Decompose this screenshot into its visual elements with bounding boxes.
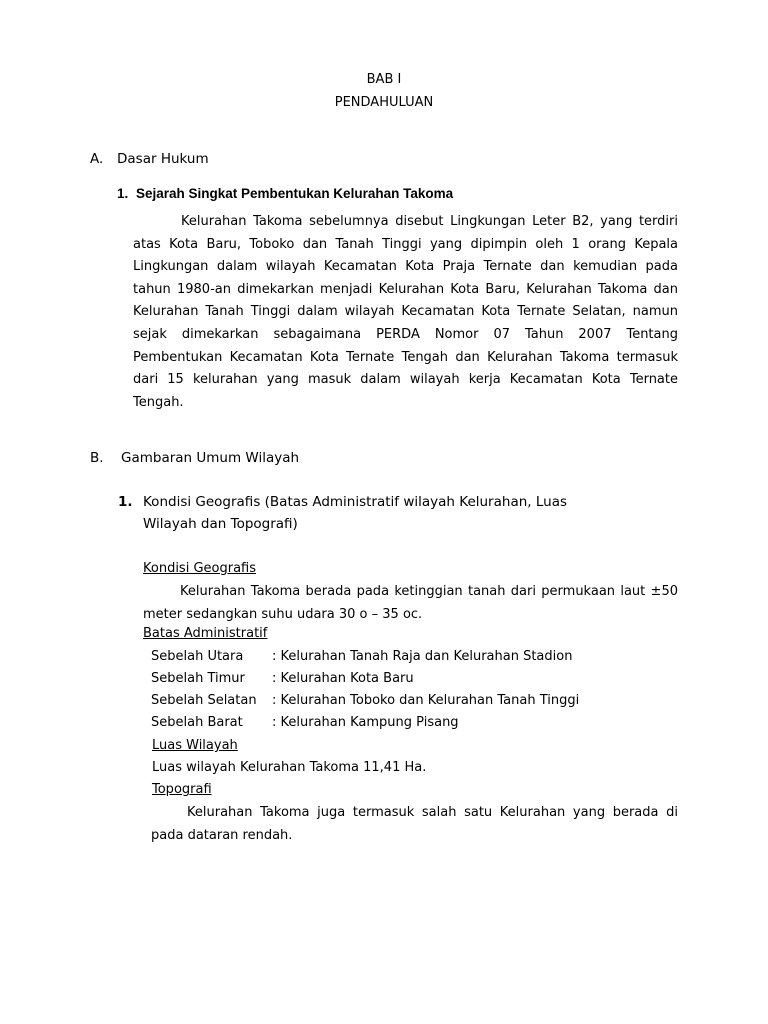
section-b-item1-marker: 1. bbox=[118, 494, 133, 510]
chapter-title: PENDAHULUAN bbox=[334, 95, 434, 110]
luas-wilayah-text: Luas wilayah Kelurahan Takoma 11,41 Ha. bbox=[152, 760, 427, 775]
section-a-heading: Dasar Hukum bbox=[117, 151, 209, 167]
boundary-label: Sebelah Utara bbox=[151, 649, 244, 664]
section-a-marker: A. bbox=[90, 151, 104, 167]
kondisi-geografis-heading: Kondisi Geografis bbox=[143, 561, 257, 576]
section-a-item1-marker: 1. bbox=[117, 186, 129, 201]
chapter-number: BAB I bbox=[366, 72, 402, 87]
boundary-label: Sebelah Timur bbox=[151, 671, 245, 686]
section-b-item1-heading-line1: Kondisi Geografis (Batas Administratif wilayah Kelurahan, Luas bbox=[143, 494, 567, 510]
boundary-row bbox=[151, 671, 414, 686]
topografi-heading: Topografi bbox=[152, 782, 212, 797]
boundary-row bbox=[151, 715, 459, 730]
section-b-item1-heading-line2: Wilayah dan Topografi) bbox=[143, 516, 298, 532]
luas-wilayah-heading: Luas Wilayah bbox=[152, 738, 238, 753]
boundary-value: : Kelurahan Toboko dan Kelurahan Tanah Tinggi bbox=[272, 693, 580, 708]
boundary-label: Sebelah Selatan bbox=[151, 693, 257, 708]
boundary-value: : Kelurahan Kampung Pisang bbox=[272, 715, 459, 730]
boundary-row bbox=[151, 693, 579, 708]
section-b-heading: Gambaran Umum Wilayah bbox=[121, 450, 300, 466]
history-paragraph: Kelurahan Takoma sebelumnya disebut Lingkungan Leter B2, yang terdiri atas Kota Baru, Toboko dan Tanah Tinggi yang dipimpin oleh 1 orang Kepala Lingkungan dalam wilayah Kecamatan Kota Praja Ternate dan kemudian pada tahun 1980-an dimekarkan menjadi Kelurahan Kota Baru, Kelurahan Takoma dan Kelurahan Tanah Tinggi dalam wilayah Kecamatan Kota Ternate Selatan, namun sejak dimekarkan sebagaimana PERDA Nomor 07 Tahun 2007 Tentang Pembentukan Kecamatan Kota Ternate Tengah dan Kelurahan Takoma termasuk dari 15 kelurahan yang masuk dalam wilayah kerja Kecamatan Kota Ternate Tengah. bbox=[133, 214, 678, 410]
section-b-marker: B. bbox=[90, 450, 104, 466]
boundary-row bbox=[151, 649, 572, 664]
topografi-paragraph: Kelurahan Takoma juga termasuk salah satu Kelurahan yang berada di pada dataran rendah. bbox=[151, 805, 678, 843]
boundary-label: Sebelah Barat bbox=[151, 715, 243, 730]
kondisi-geografis-paragraph: Kelurahan Takoma berada pada ketinggian tanah dari permukaan laut ±50 meter sedangkan suhu udara 30 o – 35 oc. bbox=[143, 584, 678, 622]
boundary-value: : Kelurahan Tanah Raja dan Kelurahan Stadion bbox=[272, 649, 573, 664]
boundary-value: : Kelurahan Kota Baru bbox=[272, 671, 414, 686]
batas-administratif-heading: Batas Administratif bbox=[143, 626, 268, 641]
section-a-item1-heading: Sejarah Singkat Pembentukan Kelurahan Takoma bbox=[136, 186, 454, 201]
